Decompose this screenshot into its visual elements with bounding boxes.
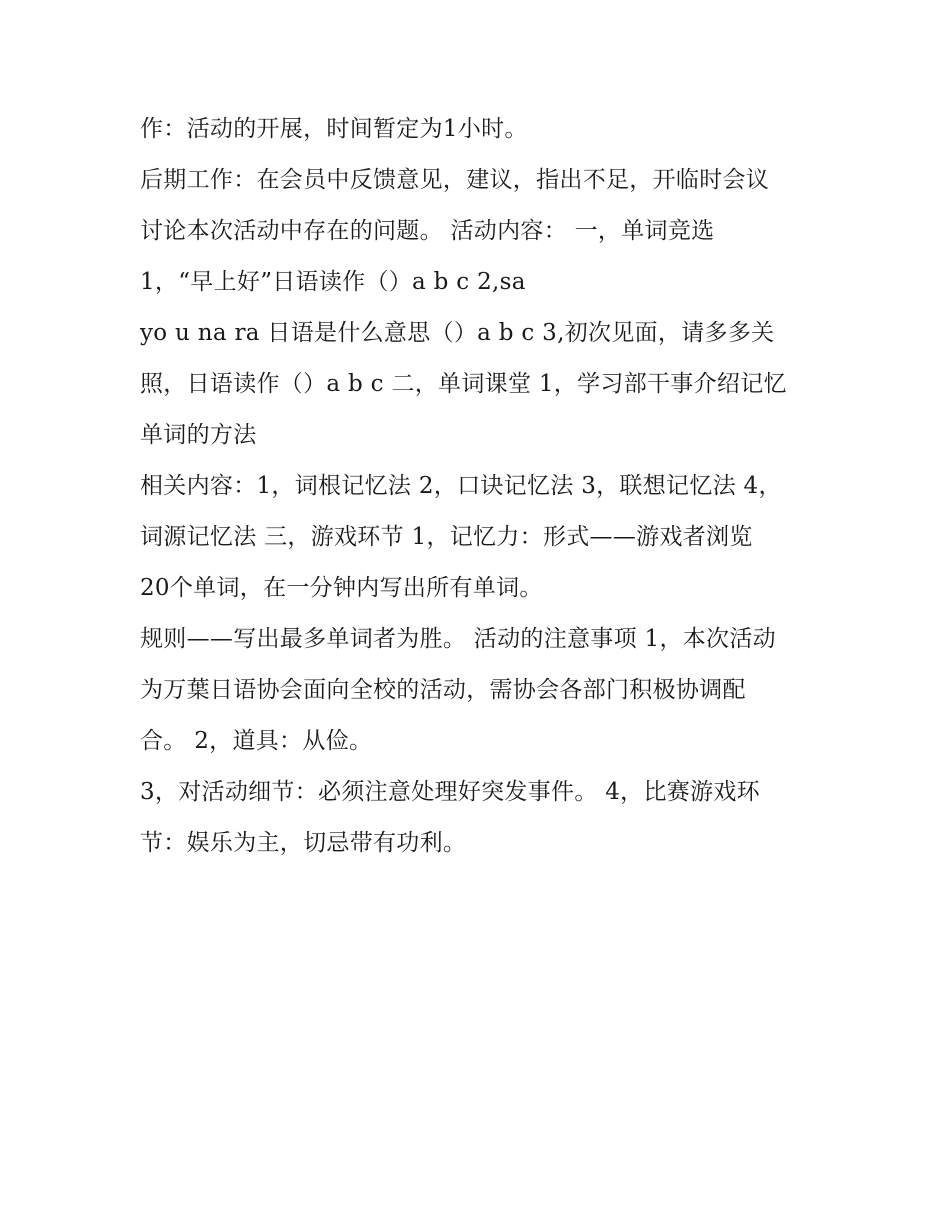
text-line: 节：娱乐为主，切忌带有功利。	[140, 830, 467, 856]
text-line: 单词的方法	[140, 422, 257, 448]
text-line: 相关内容：1，词根记忆法 2，口诀记忆法 3，联想记忆法 4，	[140, 473, 782, 499]
body-text	[140, 110, 830, 875]
text-line: 20个单词，在一分钟内写出所有单词。	[140, 575, 543, 601]
text-line: 合。 2，道具：从俭。	[140, 728, 373, 754]
text-line: 词源记忆法 三，游戏环节 1，记忆力：形式——游戏者浏览	[140, 524, 753, 550]
text-line: 3，对活动细节：必须注意处理好突发事件。 4，比赛游戏环	[140, 779, 760, 805]
text-line: 规则——写出最多单词者为胜。 活动的注意事项 1，本次活动	[140, 626, 776, 652]
text-line: 后期工作：在会员中反馈意见，建议，指出不足，开临时会议	[140, 167, 770, 193]
text-line: 作：活动的开展，时间暂定为1小时。	[140, 116, 528, 142]
text-line: 1，“早上好”日语读作（）a b c 2,sa	[140, 269, 526, 295]
text-line: yo u na ra 日语是什么意思（）a b c 3,初次见面，请多多关	[140, 320, 775, 346]
text-line: 讨论本次活动中存在的问题。 活动内容： 一，单词竞选	[140, 218, 715, 244]
text-line: 照，日语读作（）a b c 二，单词课堂 1，学习部干事介绍记忆	[140, 371, 787, 397]
text-line: 为万葉日语协会面向全校的活动，需协会各部门积极协调配	[140, 677, 746, 703]
